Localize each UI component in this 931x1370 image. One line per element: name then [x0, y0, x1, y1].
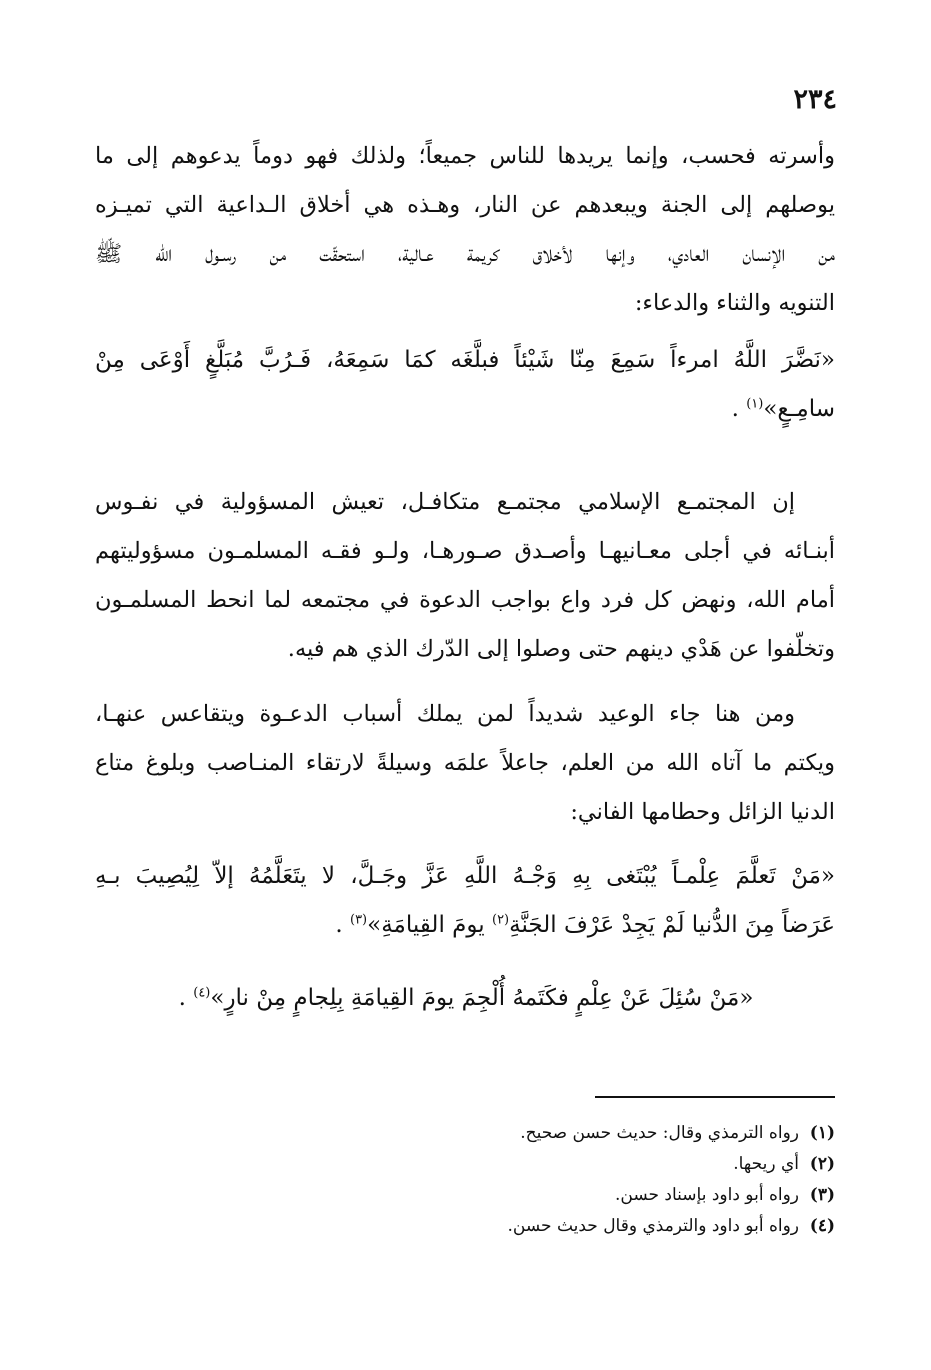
paragraph-line: إن المجتمـع الإسلامي مجتمـع متكافـل، تعيش المسؤولية في نفـوس	[95, 489, 795, 515]
quote-text: عَرَضاً مِنَ الدُّنيا لَمْ يَجِدْ عَرْفَ الجَنَّةِ	[509, 912, 835, 938]
paragraph-line: ويكتم ما آتاه الله من العلم، جاعلاً علمَه وسيلةً لارتقاء المنـاصب وبلوغ متاع	[95, 750, 835, 776]
footnote-text: أي ريحها.	[733, 1154, 799, 1174]
quote-end: .	[178, 985, 194, 1011]
footnote-item	[95, 1149, 835, 1180]
footnote-text: رواه الترمذي وقال: حديث حسن صحيح.	[520, 1123, 799, 1143]
footnote-number: (٢)	[809, 1154, 835, 1174]
paragraph-3	[95, 690, 835, 837]
quote-end: .	[731, 396, 747, 422]
paragraph-1	[95, 132, 835, 328]
quote-line: «نَضَّرَ اللَّهُ امرءاً سَمِعَ مِنّا شَيْئاً فبلَّغَه كمَا سَمِعَهُ، فَـرُبَّ مُبَلَّغٍ أَوْعَى مِنْ	[95, 347, 835, 373]
hadith-quote-2	[95, 852, 835, 950]
footnote-ref: (٢)	[491, 912, 510, 928]
quote-text: «مَنْ سُئِلَ عَنْ عِلْمٍ فكَتَمهُ أُلْجِمَ يومَ القِيامَةِ بِلِجامٍ مِنْ نارٍ»	[210, 985, 754, 1011]
hadith-quote-3	[96, 974, 836, 1023]
paragraph-line: أمام الله، ونهض كل فرد واع بواجب الدعوة في مجتمعه لما انحط المسلمـون	[95, 587, 835, 613]
paragraph-line: الدنيا الزائل وحطامها الفاني:	[570, 799, 835, 825]
footnote-ref: (٤)	[193, 985, 211, 1001]
paragraph-line: يوصلهم إلى الجنة ويبعدهم عن النار، وهـذه هي أخلاق الـداعية التي تميـزه	[95, 192, 835, 218]
quote-line: «مَنْ تَعلَّمَ عِلْمـاً يُبْتَغى بِهِ وَجْـهُ اللَّهِ عَزَّ وجَـلَّ، لا يتَعَلَّمُهُ إلاّ لِيُصِيبَ بـهِ	[95, 863, 835, 889]
footnote-text: رواه أبو داود والترمذي وقال حديث حسن.	[507, 1216, 799, 1236]
footnote-number: (٣)	[809, 1185, 835, 1205]
footnote-number: (٤)	[809, 1216, 835, 1236]
footnote-ref: (١)	[746, 396, 764, 412]
footnote-text: رواه أبو داود بإسناد حسن.	[614, 1185, 799, 1205]
hadith-quote-1	[95, 336, 835, 434]
quote-line	[95, 385, 835, 434]
footnote-separator	[595, 1096, 835, 1098]
quote-text: سامِـعٍ»	[763, 396, 835, 422]
page-number: ٢٣٤	[793, 84, 837, 115]
footnote-item	[95, 1118, 835, 1149]
footnote-ref: (٣)	[349, 912, 368, 928]
quote-line	[95, 901, 835, 950]
paragraph-2	[95, 478, 835, 674]
paragraph-line: وأسرته فحسب، وإنما يريدها للناس جميعاً؛ ولذلك فهو دوماً يدعوهم إلى ما	[95, 143, 835, 169]
footnote-number: (١)	[809, 1123, 835, 1143]
footnote-item	[95, 1211, 835, 1242]
quote-end: .	[335, 912, 350, 938]
paragraph-line: وتخلّفوا عن هَدْي دينهم حتى وصلوا إلى الدّرك الذي هم فيه.	[287, 636, 835, 662]
footnote-item	[95, 1180, 835, 1211]
paragraph-line: التنويه والثناء والدعاء:	[634, 290, 835, 316]
quote-text: يومَ القِيامَةِ»	[367, 912, 492, 938]
paragraph-line: من الإنسان العادي، وإنها لأخلاق كريمة عـالية، استحقّت من رسـول الله ﷺ	[95, 241, 835, 267]
paragraph-line: أبنـائه في أجلى معـانيهـا وأصـدق صـورهـا، ولـو فقـه المسلمـون مسؤوليتهم	[95, 538, 835, 564]
paragraph-line: ومن هنا جاء الوعيد شديداً لمن يملك أسباب الدعـوة ويتقاعس عنهـا،	[95, 701, 795, 727]
footnotes	[95, 1118, 835, 1242]
